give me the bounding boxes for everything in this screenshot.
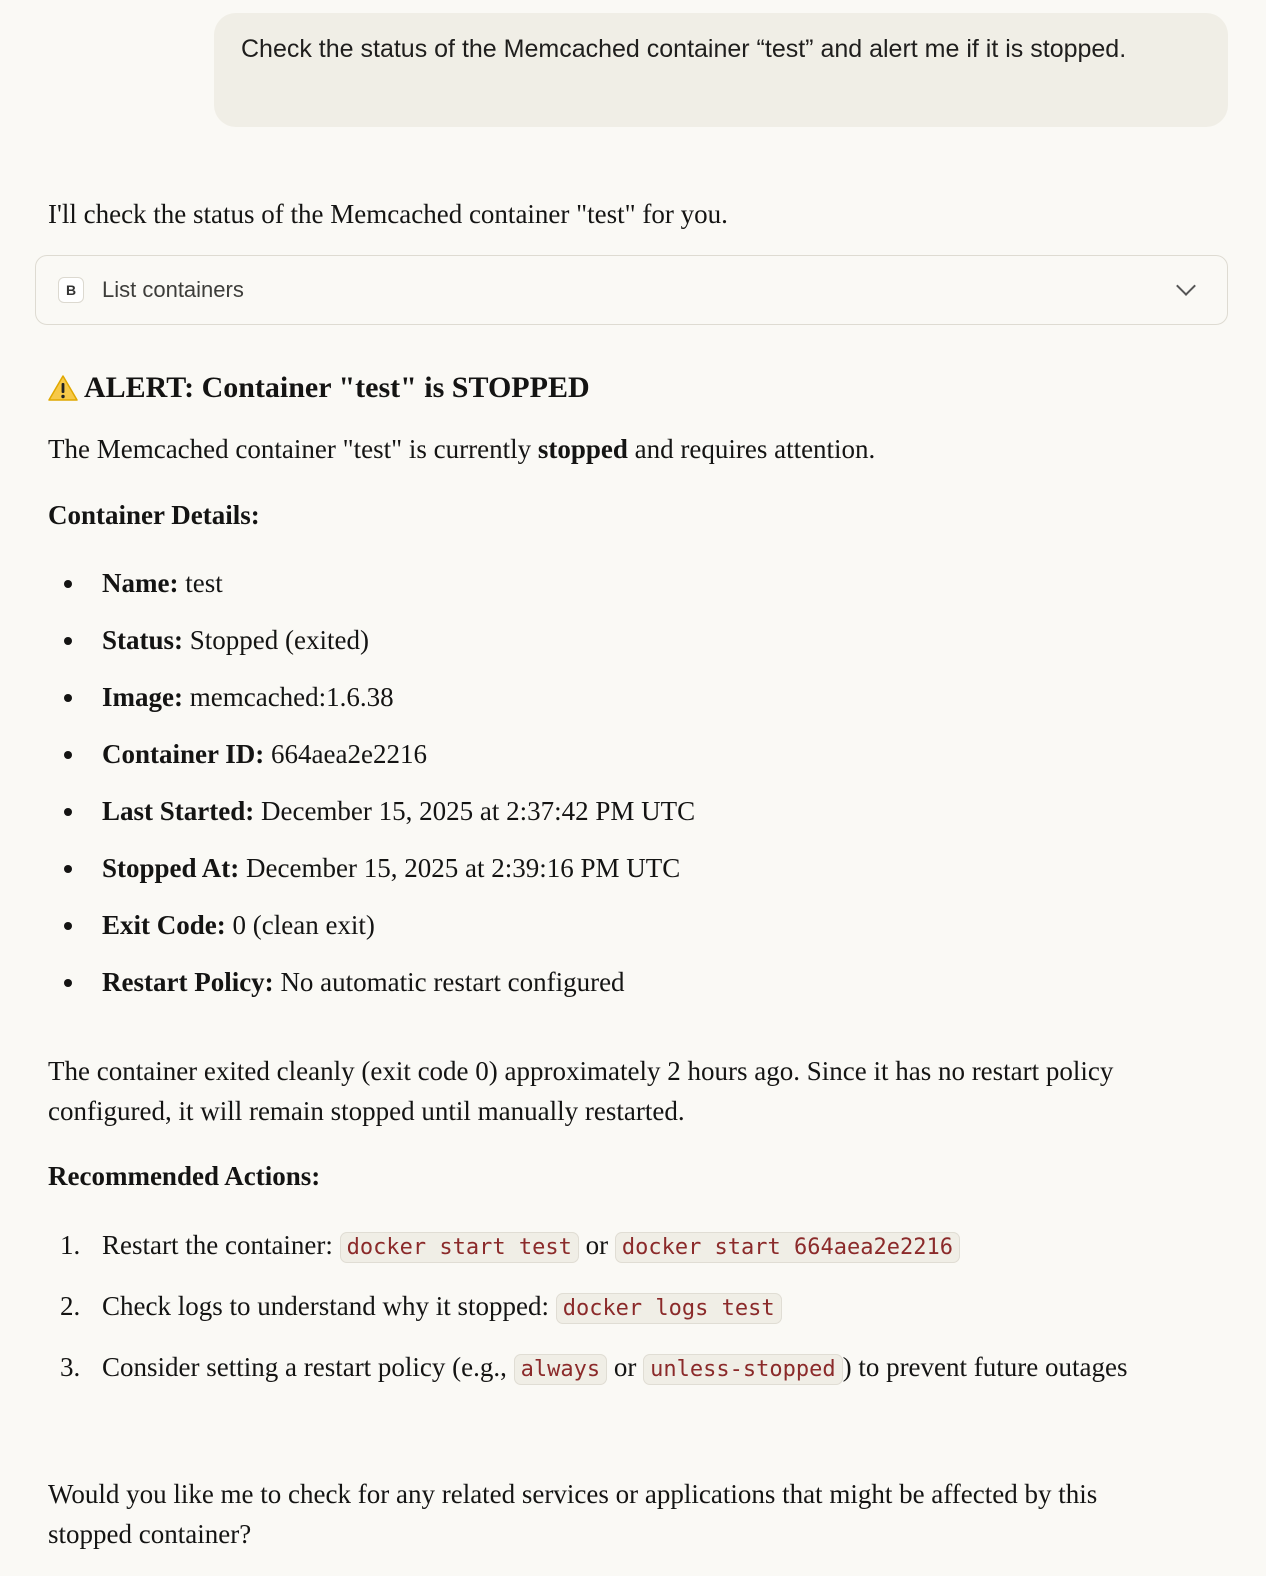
list-item: Restart Policy: No automatic restart configured [48, 962, 695, 1019]
alert-heading: ALERT: Container "test" is STOPPED [48, 366, 590, 410]
actions-heading: Recommended Actions: [48, 1161, 321, 1191]
tool-call-list-containers[interactable] [35, 255, 1228, 325]
assistant-intro: I'll check the status of the Memcached container "test" for you. [48, 199, 728, 229]
details-heading: Container Details: [48, 500, 260, 530]
code-snippet: docker start 664aea2e2216 [615, 1232, 960, 1263]
code-snippet: docker logs test [556, 1293, 782, 1324]
user-message: Check the status of the Memcached container “test” and alert me if it is stopped. [214, 13, 1228, 127]
actions-list [48, 1225, 1182, 1408]
list-item: Image: memcached:1.6.38 [48, 677, 695, 734]
chevron-down-icon[interactable] [1176, 276, 1196, 296]
code-snippet: unless-stopped [643, 1354, 842, 1385]
list-item: 3. Consider setting a restart policy (e.g., always or unless-stopped ) to prevent future outages [48, 1347, 1162, 1390]
list-item: Name: test [48, 563, 695, 620]
tool-call-label: List containers [102, 277, 244, 302]
list-item: Status: Stopped (exited) [48, 620, 695, 677]
list-item: 1. Restart the container: docker start test or docker start 664aea2e2216 [48, 1225, 1182, 1268]
warning-icon [48, 375, 78, 401]
code-snippet: always [514, 1354, 607, 1385]
list-item: Stopped At: December 15, 2025 at 2:39:16 PM UTC [48, 848, 695, 905]
tool-badge-icon: B [58, 277, 84, 303]
list-item: 2. Check logs to understand why it stopped: docker logs test [48, 1286, 1182, 1329]
list-item: Last Started: December 15, 2025 at 2:37:42 PM UTC [48, 791, 695, 848]
list-item: Exit Code: 0 (clean exit) [48, 905, 695, 962]
explanation: The container exited cleanly (exit code 0) approximately 2 hours ago. Since it has no restart policy configured, it will remain stopped until manually restarted. [48, 1056, 1114, 1126]
closing-question: Would you like me to check for any related services or applications that might be affected by this stopped container? [48, 1479, 1098, 1549]
code-snippet: docker start test [340, 1232, 579, 1263]
details-list [48, 563, 695, 1019]
list-item: Container ID: 664aea2e2216 [48, 734, 695, 791]
alert-summary: The Memcached container "test" is currently stopped and requires attention. [48, 434, 876, 464]
